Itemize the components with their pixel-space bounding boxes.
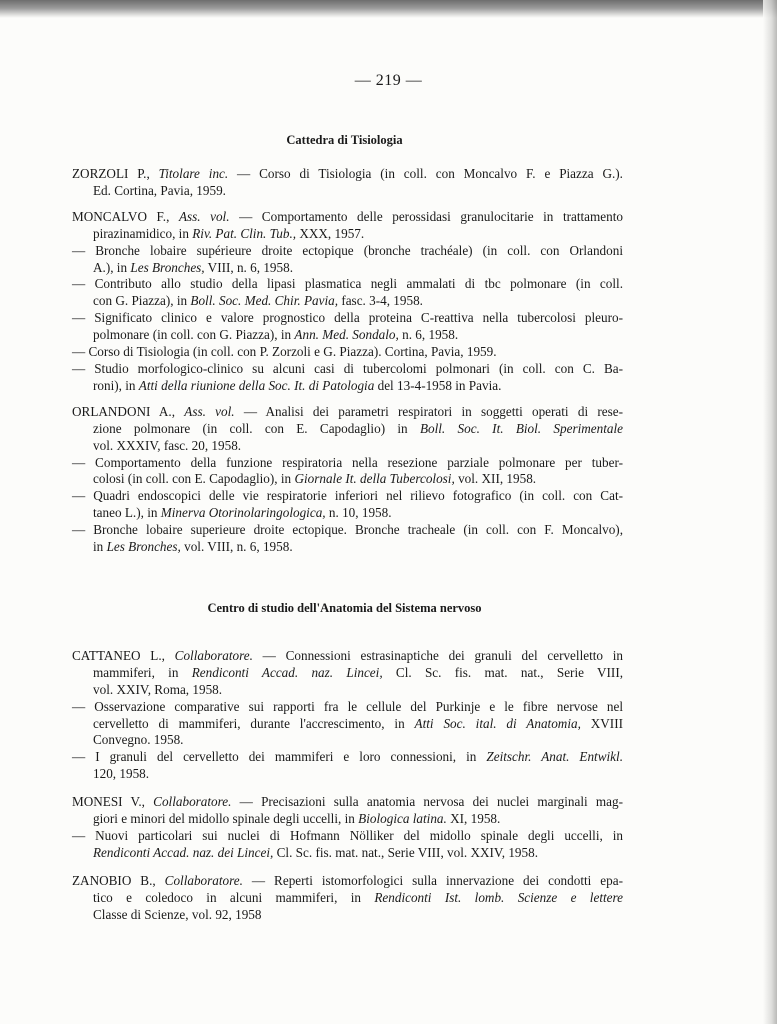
text-segment: — Connessioni estrasinaptiche dei granuli del cervelletto in (252, 647, 623, 663)
text-line (93, 378, 623, 395)
text-segment: — Bronche lobaire supérieure droite ectopique (bronche trachéale) (in coll. con Orlandoni (72, 242, 623, 258)
author-group (72, 648, 623, 783)
text-segment: Cl. Sc. fis. mat. nat., Serie VIII, vol. XXIV, 1958. (273, 844, 539, 860)
text-line (72, 166, 623, 183)
author-group (72, 873, 623, 924)
italic-citation: Boll. Soc. It. Biol. Sperimentale (419, 420, 623, 436)
text-line (93, 766, 623, 783)
italic-citation: Riv. Pat. Clin. Tub., (192, 225, 297, 241)
text-segment: — Reperti istomorfologici sulla innervazione dei condotti epa- (242, 872, 623, 888)
text-line (93, 907, 623, 924)
text-segment: ZANOBIO B., (72, 872, 165, 888)
text-line (72, 209, 623, 226)
text-line (72, 828, 623, 845)
italic-citation: Rendiconti Accad. naz. dei Lincei, (93, 844, 274, 860)
author-group (72, 209, 623, 395)
page-number: — 219 — (354, 72, 423, 89)
text-segment: MONCALVO F., (72, 208, 179, 224)
text-line (93, 293, 623, 310)
bibliography-entry (72, 209, 623, 243)
bibliography-entry (72, 455, 623, 489)
bibliography-entry (72, 488, 623, 522)
text-segment: — I granuli del cervelletto dei mammiferi e loro connessioni, in (72, 749, 487, 765)
bibliography-entry (72, 828, 623, 862)
text-line (72, 749, 623, 766)
text-segment: — Analisi dei parametri respiratori in soggetti operati di rese- (234, 403, 623, 419)
text-segment: — Osservazione comparative sui rapporti fra le cellule del Purkinje e le fibre nervose nel (72, 698, 623, 714)
italic-citation: Atti Soc. ital. di Anatomia, (414, 715, 581, 731)
bibliography-entry (72, 361, 623, 395)
author-group (72, 166, 623, 200)
italic-citation: Collaboratore. (174, 647, 253, 663)
text-segment: roni), in (93, 377, 139, 393)
text-line (72, 310, 623, 327)
text-segment: MONESI V., (72, 794, 154, 810)
text-segment: VIII, n. 6, 1958. (204, 259, 294, 275)
author-group (72, 794, 623, 862)
bibliography-entry (72, 648, 623, 699)
text-segment: — Bronche lobaire superieure droite ectopique. Bronche tracheale (in coll. con F. Moncalvo), (72, 522, 623, 538)
text-line (93, 505, 623, 522)
text-line (72, 873, 623, 890)
text-line (72, 404, 623, 421)
text-segment: tico e coledoco in alcuni mammiferi, in (93, 889, 375, 905)
text-line (93, 732, 623, 749)
text-segment: — Contributo allo studio della lipasi plasmatica negli ammalati di tbc polmonare (in coll. (72, 276, 623, 292)
italic-citation: Les Bronches, (130, 259, 205, 275)
text-line (93, 682, 623, 699)
italic-citation: Atti della riunione della Soc. It. di Patologia (138, 377, 375, 393)
text-segment: zione polmonare (in coll. con E. Capodaglio) in (93, 420, 420, 436)
text-segment: n. 6, 1958. (398, 327, 459, 343)
text-line (93, 327, 623, 344)
text-segment: — Corso di Tisiologia (in coll. con Moncalvo F. e Piazza G.). (228, 166, 623, 181)
italic-citation: Boll. Soc. Med. Chir. Pavia, (190, 293, 339, 309)
italic-citation: Les Bronches, (106, 539, 181, 555)
bibliography-entry (72, 344, 623, 361)
text-segment: n. 10, 1958. (325, 505, 392, 521)
text-line (93, 421, 623, 438)
text-segment: con G. Piazza), in (93, 293, 191, 309)
text-segment: — Nuovi particolari sui nuclei di Hofmann Nölliker del midollo spinale degli uccelli, in (72, 828, 623, 843)
text-segment: — Precisazioni sulla anatomia nervosa dei nuclei marginali mag- (231, 794, 623, 810)
author-group (72, 404, 623, 556)
bibliography-entry (72, 310, 623, 344)
text-segment: XXX, 1957. (296, 225, 365, 241)
text-segment: — Comportamento della funzione respiratoria nella resezione parziale polmonare per tuber- (72, 454, 623, 470)
text-line (72, 276, 623, 293)
text-segment: del 13-4-1958 in Pavia. (374, 377, 502, 393)
text-line (72, 344, 623, 361)
text-segment: in (93, 539, 107, 555)
text-line (72, 455, 623, 472)
text-segment: vol. XII, 1958. (454, 471, 537, 487)
text-line (93, 183, 623, 200)
text-segment: XI, 1958. (446, 811, 501, 827)
italic-citation: Collaboratore. (164, 872, 243, 888)
text-segment: 120, 1958. (93, 766, 150, 782)
bibliography-entry (72, 522, 623, 556)
section-heading: Cattedra di Tisiologia (286, 133, 403, 147)
text-line (93, 226, 623, 243)
text-segment: vol. VIII, n. 6, 1958. (180, 539, 293, 555)
text-line (72, 488, 623, 505)
page-content (72, 132, 623, 935)
bibliography-entry (72, 404, 623, 455)
text-line (93, 539, 623, 556)
text-line (72, 699, 623, 716)
scan-border-right (763, 0, 777, 1024)
italic-citation: Biologica latina. (358, 811, 447, 827)
text-segment: mammiferi, in (93, 664, 192, 680)
italic-citation: Rendiconti Accad. naz. Lincei, (191, 664, 383, 680)
italic-citation: Ass. vol. (178, 208, 230, 224)
italic-citation: Ass. vol. (184, 403, 235, 419)
text-segment: Cl. Sc. fis. mat. nat., Serie VIII, (382, 664, 624, 680)
bibliography-entry (72, 699, 623, 750)
italic-citation: Ann. Med. Sondalo, (294, 327, 399, 343)
text-line (93, 716, 623, 733)
text-line (93, 811, 623, 828)
text-segment: ORLANDONI A., (72, 403, 185, 419)
text-segment: taneo L.), in (93, 505, 161, 521)
text-segment: polmonare (in coll. con G. Piazza), in (93, 327, 295, 343)
text-segment: CATTANEO L., (72, 647, 175, 663)
italic-citation: Collaboratore. (153, 794, 232, 810)
text-segment: — Quadri endoscopici delle vie respiratorie inferiori nel rilievo fotografico (in coll. con Cat- (72, 488, 623, 504)
text-line (93, 665, 623, 682)
text-segment: giori e minori del midollo spinale degli uccelli, in (93, 811, 359, 827)
text-line (93, 260, 623, 277)
italic-citation: Rendiconti Ist. lomb. Scienze e lettere (374, 889, 623, 905)
italic-citation: Titolare inc. (158, 166, 229, 181)
bibliography-entry (72, 276, 623, 310)
text-line (93, 471, 623, 488)
scan-border-top (0, 0, 777, 18)
text-line (72, 522, 623, 539)
text-segment: — Significato clinico e valore prognostico della proteina C-reattiva nella tubercolosi pleuro- (72, 310, 623, 326)
text-segment: A.), in (93, 259, 131, 275)
bibliography-entry (72, 749, 623, 783)
italic-citation: Zeitschr. Anat. Entwikl. (486, 749, 623, 765)
text-segment: Ed. Cortina, Pavia, 1959. (93, 182, 226, 198)
bibliography-entry (72, 794, 623, 828)
text-segment: — Corso di Tisiologia (in coll. con P. Zorzoli e G. Piazza). Cortina, Pavia, 1959. (72, 344, 497, 360)
text-segment: vol. XXIV, Roma, 1958. (93, 681, 223, 697)
text-segment: vol. XXXIV, fasc. 20, 1958. (93, 437, 242, 453)
text-segment: — Comportamento delle perossidasi granulocitarie in trattamento (229, 208, 623, 224)
text-line (72, 361, 623, 378)
text-segment: ZORZOLI P., (72, 166, 159, 181)
text-segment: — Studio morfologico-clinico su alcuni casi di tubercolomi polmonari (in coll. con C. Ba- (72, 360, 623, 376)
text-segment: XVIII (580, 715, 623, 731)
text-segment: Classe di Scienze, vol. 92, 1958 (93, 906, 262, 922)
text-segment: fasc. 3-4, 1958. (338, 293, 423, 309)
text-segment: colosi (in coll. con E. Capodaglio), in (93, 471, 295, 487)
text-segment: Convegno. 1958. (93, 732, 184, 748)
italic-citation: Giornale It. della Tubercolosi, (294, 471, 455, 487)
text-segment: cervelletto di mammiferi, durante l'accrescimento, in (93, 715, 415, 731)
text-line (93, 890, 623, 907)
text-line (93, 438, 623, 455)
text-line (72, 794, 623, 811)
bibliography-entry (72, 166, 623, 200)
italic-citation: Minerva Otorinolaringologica, (160, 505, 326, 521)
bibliography-entry (72, 243, 623, 277)
section-heading: Centro di studio dell'Anatomia del Sistema nervoso (207, 600, 482, 615)
text-line (93, 845, 623, 862)
text-line (72, 243, 623, 260)
text-line (72, 648, 623, 665)
text-segment: pirazinamidico, in (93, 225, 193, 241)
bibliography-entry (72, 873, 623, 924)
